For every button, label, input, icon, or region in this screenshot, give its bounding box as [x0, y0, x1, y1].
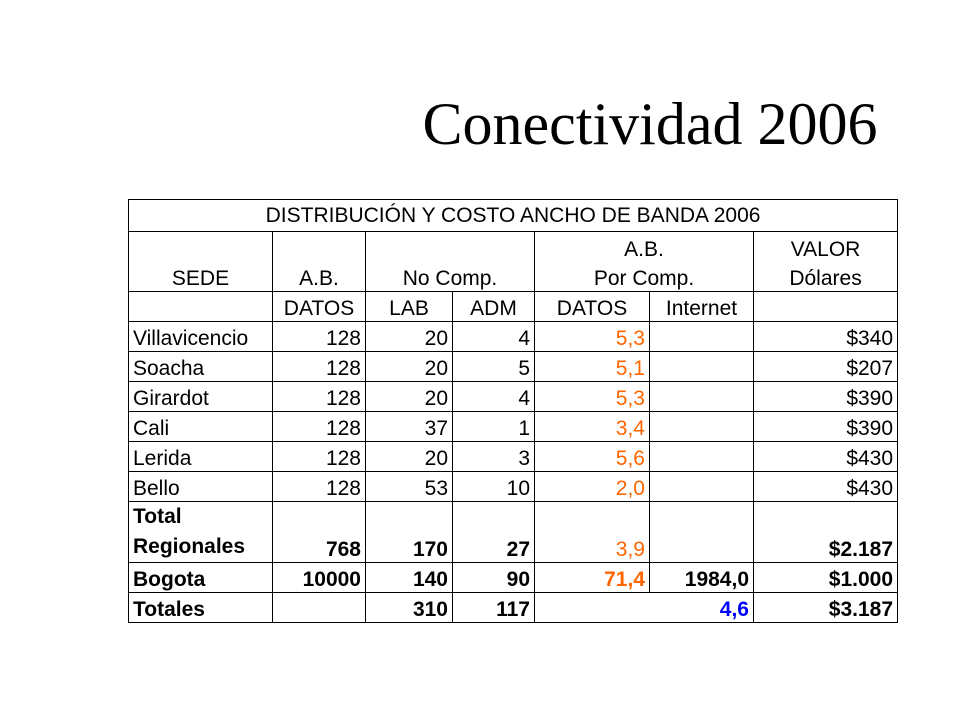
header-row-2 [129, 262, 898, 292]
cell-datos: 128 [273, 442, 366, 472]
cell-pc-datos: 3,9 [535, 502, 650, 563]
header-no-comp: No Comp. [366, 262, 535, 292]
cell-sede: Girardot [129, 382, 273, 412]
table-row [129, 472, 898, 502]
cell-valor: $390 [754, 412, 898, 442]
cell-pc-datos: 5,1 [535, 352, 650, 382]
header-cell [273, 232, 366, 262]
cell-valor: $1.000 [754, 563, 898, 593]
cell-pc-datos: 3,4 [535, 412, 650, 442]
subheader-lab: LAB [366, 292, 453, 322]
header-ab-por-comp-bottom: Por Comp. [535, 262, 754, 292]
subheader-row [129, 292, 898, 322]
cell-internet [650, 352, 754, 382]
cell-pc-datos: 5,3 [535, 322, 650, 352]
cell-valor: $430 [754, 442, 898, 472]
subheader-adm: ADM [453, 292, 535, 322]
cell-sede: Bogota [129, 563, 273, 593]
bandwidth-table [128, 199, 898, 623]
cell-valor: $340 [754, 322, 898, 352]
cell-sede: Villavicencio [129, 322, 273, 352]
total-label-line1: Total [133, 505, 182, 528]
cell-datos: 128 [273, 352, 366, 382]
cell-valor: $3.187 [754, 593, 898, 623]
cell-lab: 20 [366, 352, 453, 382]
cell-internet [650, 442, 754, 472]
table-row [129, 442, 898, 472]
cell-internet: 4,6 [650, 593, 754, 623]
cell-lab: 37 [366, 412, 453, 442]
cell-adm: 4 [453, 322, 535, 352]
slide-title: Conectividad 2006 [422, 91, 878, 157]
cell-lab: 310 [366, 593, 453, 623]
cell-datos: 128 [273, 412, 366, 442]
header-valor-top: VALOR [754, 232, 898, 262]
header-sede: SEDE [129, 262, 273, 292]
bogota-row [129, 563, 898, 593]
cell-datos: 768 [273, 502, 366, 563]
cell-lab: 20 [366, 442, 453, 472]
cell-sede: Cali [129, 412, 273, 442]
totales-row [129, 593, 898, 623]
subheader-internet: Internet [650, 292, 754, 322]
subheader-pc-datos: DATOS [535, 292, 650, 322]
cell-lab: 20 [366, 322, 453, 352]
cell-adm: 1 [453, 412, 535, 442]
cell-pc-datos [535, 593, 650, 623]
cell-internet: 1984,0 [650, 563, 754, 593]
cell-sede: Bello [129, 472, 273, 502]
cell-datos: 128 [273, 472, 366, 502]
cell-adm: 5 [453, 352, 535, 382]
cell-lab: 53 [366, 472, 453, 502]
table-caption: DISTRIBUCIÓN Y COSTO ANCHO DE BANDA 2006 [129, 200, 898, 232]
subheader-datos: DATOS [273, 292, 366, 322]
cell-valor: $2.187 [754, 502, 898, 563]
total-regionales-row [129, 502, 898, 563]
cell-adm: 117 [453, 593, 535, 623]
cell-adm: 27 [453, 502, 535, 563]
cell-internet [650, 412, 754, 442]
subheader-cell [129, 292, 273, 322]
cell-internet [650, 502, 754, 563]
cell-lab: 170 [366, 502, 453, 563]
cell-datos: 10000 [273, 563, 366, 593]
header-cell [129, 232, 273, 262]
cell-pc-datos: 71,4 [535, 563, 650, 593]
cell-adm: 10 [453, 472, 535, 502]
total-label-line2: Regionales [133, 535, 246, 558]
cell-lab: 20 [366, 382, 453, 412]
cell-datos: 128 [273, 382, 366, 412]
header-row-1 [129, 232, 898, 262]
cell-sede: Lerida [129, 442, 273, 472]
cell-pc-datos: 2,0 [535, 472, 650, 502]
table-row [129, 382, 898, 412]
cell-total-regionales-label [129, 502, 273, 563]
header-cell [366, 232, 535, 262]
subheader-cell [754, 292, 898, 322]
cell-datos [273, 593, 366, 623]
table-row [129, 352, 898, 382]
cell-pc-datos: 5,3 [535, 382, 650, 412]
table-row [129, 412, 898, 442]
header-ab: A.B. [273, 262, 366, 292]
cell-adm: 3 [453, 442, 535, 472]
cell-valor: $430 [754, 472, 898, 502]
cell-internet [650, 382, 754, 412]
header-ab-por-comp-top: A.B. [535, 232, 754, 262]
cell-valor: $390 [754, 382, 898, 412]
cell-adm: 90 [453, 563, 535, 593]
cell-adm: 4 [453, 382, 535, 412]
table-row [129, 322, 898, 352]
cell-valor: $207 [754, 352, 898, 382]
cell-internet [650, 472, 754, 502]
cell-internet [650, 322, 754, 352]
header-valor-bottom: Dólares [754, 262, 898, 292]
cell-pc-datos: 5,6 [535, 442, 650, 472]
cell-sede: Soacha [129, 352, 273, 382]
caption-row [129, 200, 898, 232]
cell-lab: 140 [366, 563, 453, 593]
cell-sede: Totales [129, 593, 273, 623]
cell-datos: 128 [273, 322, 366, 352]
